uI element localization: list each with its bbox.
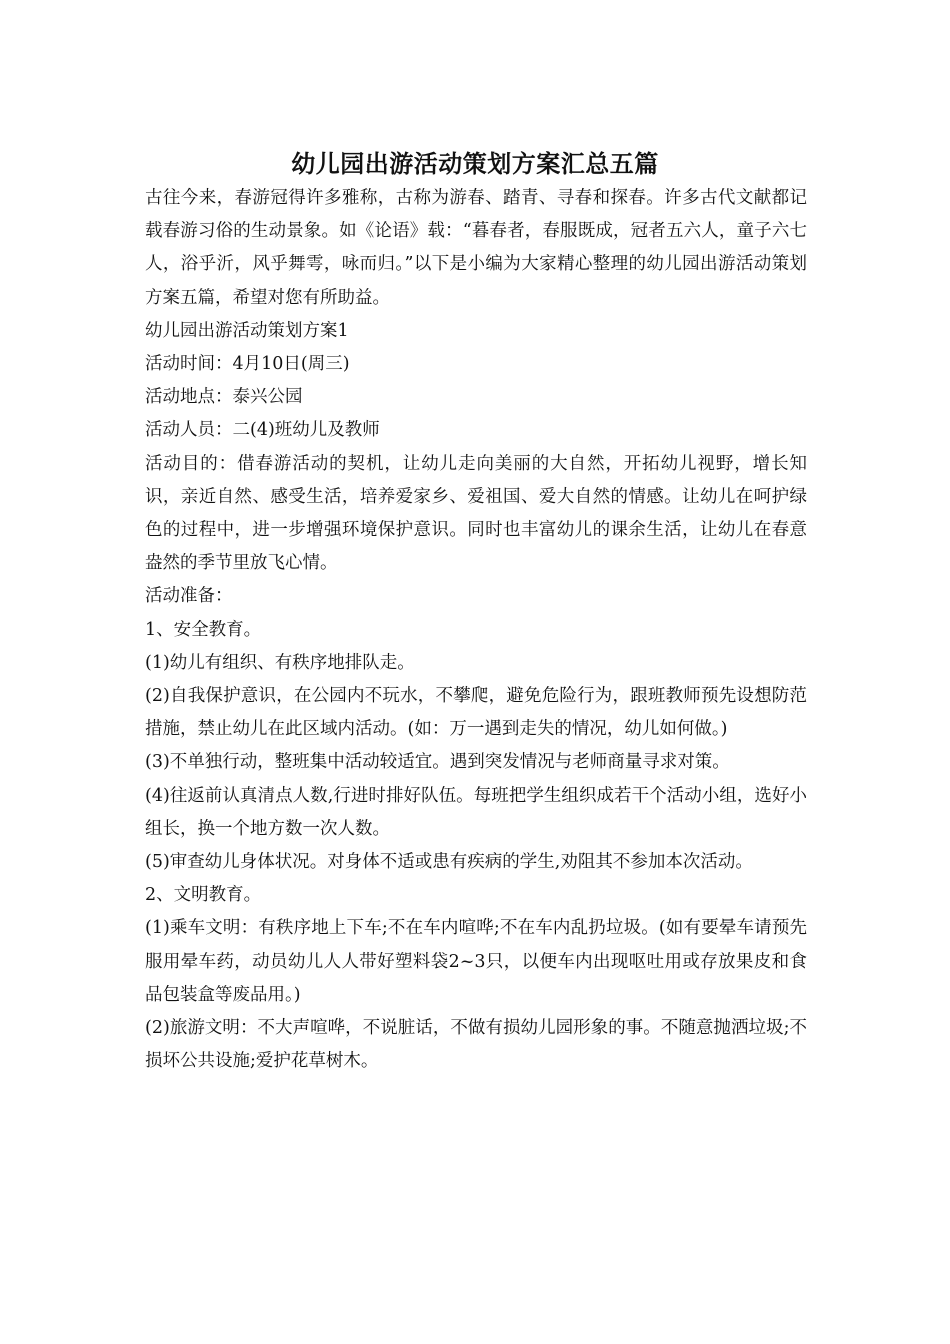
civility-education-heading: 2、文明教育。 [145, 885, 262, 906]
safety-item-3: (3)不单独行动，整班集中活动较适宜。遇到突发情况与老师商量寻求对策。 [145, 752, 730, 773]
activity-preparation-heading: 活动准备： [145, 586, 233, 607]
activity-time: 活动时间：4月10日(周三) [145, 354, 350, 375]
section-heading-plan-1: 幼儿园出游活动策划方案1 [145, 320, 349, 341]
document-body [145, 182, 807, 1078]
civility-item-2: (2)旅游文明：不大声喧哗，不说脏话，不做有损幼儿园形象的事。不随意抛洒垃圾;不损坏公共设施;爱护花草树木。 [145, 1018, 807, 1072]
activity-purpose: 活动目的：借春游活动的契机，让幼儿走向美丽的大自然，开拓幼儿视野，增长知识，亲近自然、感受生活，培养爱家乡、爱祖国、爱大自然的情感。让幼儿在呵护绿色的过程中，进一步增强环境保护意识。同时也丰富幼儿的课余生活，让幼儿在春意盎然的季节里放飞心情。 [145, 453, 807, 574]
document-title: 幼儿园出游活动策划方案汇总五篇 [291, 149, 659, 179]
safety-education-heading: 1、安全教育。 [145, 619, 262, 640]
safety-item-5: (5)审查幼儿身体状况。对身体不适或患有疾病的学生,劝阻其不参加本次活动。 [145, 852, 753, 873]
activity-location: 活动地点：泰兴公园 [145, 387, 303, 408]
safety-item-2: (2)自我保护意识，在公园内不玩水，不攀爬，避免危险行为，跟班教师预先设想防范措施，禁止幼儿在此区域内活动。(如：万一遇到走失的情况，幼儿如何做。) [145, 686, 807, 740]
safety-item-4: (4)往返前认真清点人数,行进时排好队伍。每班把学生组织成若干个活动小组，选好小组长，换一个地方数一次人数。 [145, 785, 807, 839]
activity-participants: 活动人员：二(4)班幼儿及教师 [145, 420, 380, 441]
safety-item-1: (1)幼儿有组织、有秩序地排队走。 [145, 652, 415, 673]
civility-item-1: (1)乘车文明：有秩序地上下车;不在车内喧哗;不在车内乱扔垃圾。(如有要晕车请预先服用晕车药，动员幼儿人人带好塑料袋2~3只，以便车内出现呕吐用或存放果皮和食品包装盒等废品用。) [145, 918, 807, 1005]
intro-paragraph: 古往今来，春游冠得许多雅称，古称为游春、踏青、寻春和探春。许多古代文献都记载春游习俗的生动景象。如《论语》载：“暮春者，春服既成，冠者五六人，童子六七人，浴乎沂，风乎舞雩，咏而归。”以下是小编为大家精心整理的幼儿园出游活动策划方案五篇，希望对您有所助益。 [145, 188, 807, 308]
